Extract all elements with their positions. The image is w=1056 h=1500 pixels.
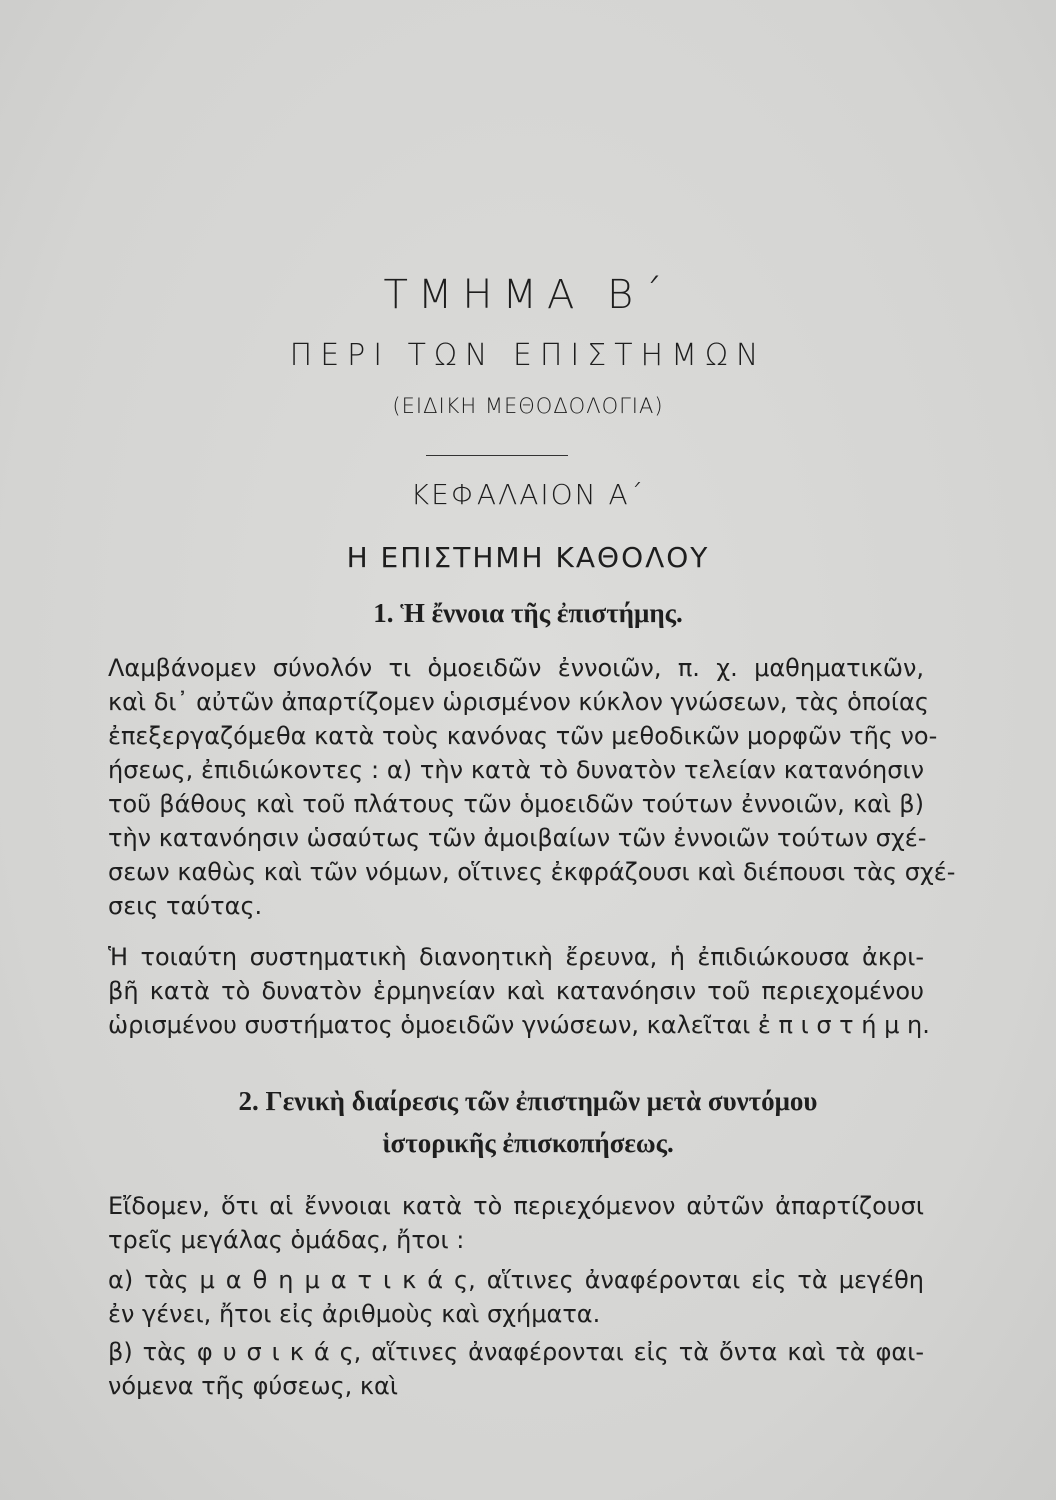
text-line: τὴν κατανόησιν ὡσαύτως τῶν ἀμοιβαίων τῶν ἐννοιῶν τούτων σχέ- [108,824,927,852]
text-line: τρεῖς μεγάλας ὁμάδας, ἤτοι : [108,1226,465,1254]
text-line: ήσεως, ἐπιδιώκοντες : α) τὴν κατὰ τὸ δυνατὸν τελείαν κατανόησιν [108,756,924,784]
text-line: Εἴδομεν, ὅτι αἱ ἔννοιαι κατὰ τὸ περιεχόμενον αὐτῶν ἀπαρτίζουσι [108,1192,924,1220]
text-line: ἐν γένει, ἤτοι εἰς ἀριθμοὺς καὶ σχήματα. [108,1300,601,1328]
text-line: τοῦ βάθους καὶ τοῦ πλάτους τῶν ὁμοειδῶν τούτων ἐννοιῶν, καὶ β) [108,790,924,818]
text-line: ὡρισμένου συστήματος ὁμοειδῶν γνώσεων, καλεῖται ἐ π ι σ τ ή μ η. [108,1011,930,1039]
paragraph-3 [108,1189,924,1257]
section-heading-2-line-2: ἱστορικῆς ἐπισκοπήσεως. [382,1128,674,1158]
text-line: νόμενα τῆς φύσεως, καὶ [108,1372,398,1400]
text-line: Ἡ τοιαύτη συστηματικὴ διανοητικὴ ἔρευνα, ἡ ἐπιδιώκουσα ἀκρι- [108,943,924,971]
chapter-title: Η ΕΠΙΣΤΗΜΗ ΚΑΘΟΛΟΥ [346,541,710,574]
chapter-label: ΚΕΦΑΛΑΙΟΝ Α΄ [410,478,646,511]
divider-rule [426,455,568,456]
text-line: ἐπεξεργαζόμεθα κατὰ τοὺς κανόνας τῶν μεθοδικῶν μορφῶν τῆς νο- [108,722,938,750]
text-line: α) τὰς μ α θ η μ α τ ι κ ά ς, αἵτινες ἀναφέρονται εἰς τὰ μεγέθη [108,1266,924,1294]
subtitle: (ΕΙΔΙΚΗ ΜΕΘΟΔΟΛΟΓΙΑ) [392,394,664,418]
section-heading-2-line-1: 2. Γενικὴ διαίρεσις τῶν ἐπιστημῶν μετὰ συντόμου [238,1086,818,1116]
paragraph-2 [108,940,930,1042]
paragraph-4 [108,1263,924,1331]
text-line: σεις ταύτας. [108,892,263,920]
part-title: ΠΕΡΙ ΤΩΝ ΕΠΙΣΤΗΜΩΝ [289,338,767,373]
section-label: ΤΜΗΜΑ Β΄ [383,272,673,318]
text-line: καὶ δι᾽ αὐτῶν ἀπαρτίζομεν ὡρισμένον κύκλον γνώσεων, τὰς ὁποίας [108,688,929,716]
paragraph-5 [108,1335,924,1403]
text-line: σεων καθὼς καὶ τῶν νόμων, οἵτινες ἐκφράζουσι καὶ διέπουσι τὰς σχέ- [108,858,956,886]
section-heading-1: 1. Ἡ ἔννοια τῆς ἐπιστήμης. [373,598,683,628]
text-line: Λαμβάνομεν σύνολόν τι ὁμοειδῶν ἐννοιῶν, π. χ. μαθηματικῶν, [108,654,924,682]
text-line: βῆ κατὰ τὸ δυνατὸν ἑρμηνείαν καὶ κατανόησιν τοῦ περιεχομένου [108,977,924,1005]
paragraph-1 [108,651,956,923]
text-line: β) τὰς φ υ σ ι κ ά ς, αἵτινες ἀναφέρονται εἰς τὰ ὄντα καὶ τὰ φαι- [108,1338,924,1366]
